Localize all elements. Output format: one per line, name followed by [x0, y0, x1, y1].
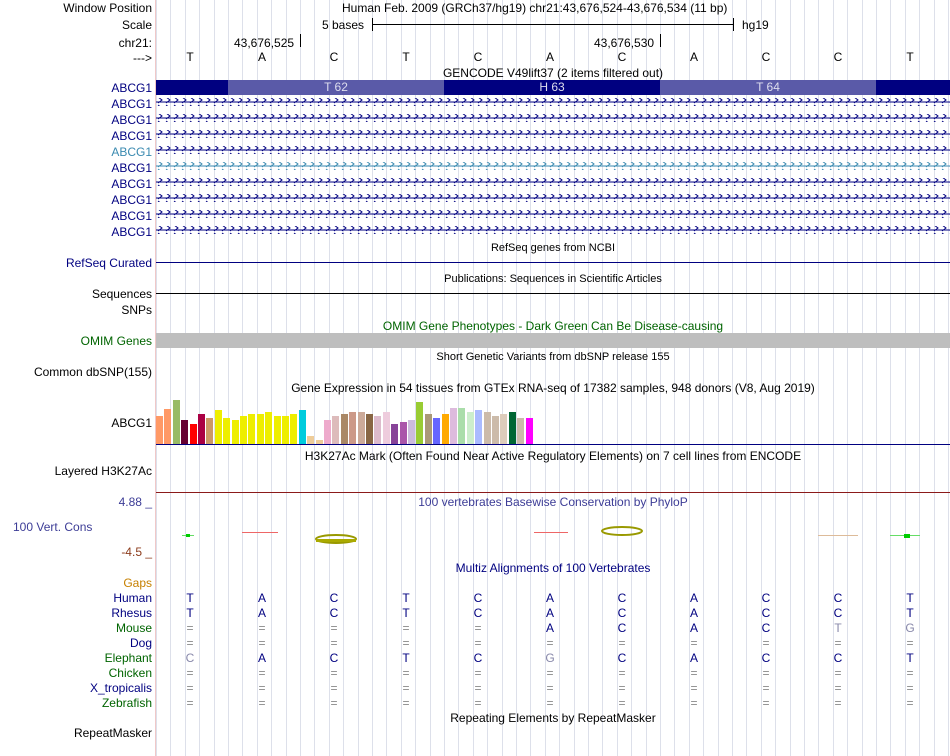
- alignment-base: =: [834, 636, 842, 650]
- alignment-base: C: [617, 621, 627, 635]
- alignment-base: C: [617, 651, 627, 665]
- alignment-base: =: [906, 666, 914, 680]
- scale-bar-right-tick: [733, 18, 734, 31]
- reference-base: T: [186, 50, 194, 64]
- phylop-track-title: 100 vertebrates Basewise Conservation by PhyloP: [418, 495, 688, 509]
- species-label-xtropicalis[interactable]: X_tropicalis: [89, 681, 152, 695]
- exon-label: T 62: [324, 80, 348, 94]
- gene-label[interactable]: ABCG1: [111, 113, 152, 127]
- alignment-base: =: [906, 636, 914, 650]
- gtex-baseline: [156, 444, 950, 445]
- alignment-base: =: [330, 681, 338, 695]
- gencode-track-title: GENCODE V49lift37 (2 items filtered out): [442, 66, 664, 80]
- gtex-tissue-bar[interactable]: [257, 414, 264, 444]
- alignment-base: =: [618, 666, 626, 680]
- alignment-base: =: [690, 636, 698, 650]
- scale-bar: [372, 24, 733, 25]
- alignment-base: A: [257, 606, 266, 620]
- gtex-tissue-bar[interactable]: [391, 424, 398, 444]
- reference-base: A: [689, 50, 698, 64]
- alignment-base: =: [258, 681, 266, 695]
- repeatmasker-track-title: Repeating Elements by RepeatMasker: [450, 711, 656, 725]
- alignment-base: =: [906, 681, 914, 695]
- alignment-base: =: [186, 681, 194, 695]
- track-labels: [0, 0, 156, 756]
- gtex-gene-label[interactable]: ABCG1: [111, 416, 152, 430]
- coordinate-tick-1: [300, 34, 301, 47]
- gtex-tissue-bar[interactable]: [164, 409, 171, 444]
- gtex-tissue-bar[interactable]: [517, 418, 524, 444]
- alignment-base: C: [833, 606, 843, 620]
- species-label-elephant[interactable]: Elephant: [104, 651, 152, 665]
- alignment-base: C: [185, 651, 195, 665]
- alignment-base: =: [186, 621, 194, 635]
- species-label-human[interactable]: Human: [113, 591, 152, 605]
- gaps-label[interactable]: Gaps: [123, 576, 152, 590]
- alignment-base: T: [186, 591, 194, 605]
- alignment-base: =: [546, 636, 554, 650]
- gtex-tissue-bar[interactable]: [450, 408, 457, 444]
- alignment-base: A: [545, 621, 554, 635]
- coordinate-tick-2: [660, 34, 661, 47]
- h3k27ac-track-title: H3K27Ac Mark (Often Found Near Active Regulatory Elements) on 7 cell lines from ENCODE: [304, 449, 802, 463]
- alignment-base: C: [617, 606, 627, 620]
- alignment-base: T: [906, 591, 914, 605]
- alignment-base: A: [689, 621, 698, 635]
- scale-bar-left-tick: [372, 18, 373, 31]
- gtex-tissue-bar[interactable]: [232, 420, 239, 444]
- alignment-base: =: [258, 636, 266, 650]
- alignment-base: A: [257, 591, 266, 605]
- alignment-base: T: [186, 606, 194, 620]
- intron-lines[interactable]: [156, 96, 950, 240]
- h3k27ac-label[interactable]: Layered H3K27Ac: [54, 464, 152, 478]
- alignment-base: =: [186, 666, 194, 680]
- gene-label[interactable]: ABCG1: [111, 145, 152, 159]
- publications-track-title: Publications: Sequences in Scientific Articles: [444, 273, 662, 285]
- chromosome-label: chr21:: [118, 36, 152, 50]
- alignment-base: =: [474, 696, 482, 710]
- gene-label[interactable]: ABCG1: [111, 81, 152, 95]
- alignment-base: T: [834, 621, 842, 635]
- alignment-base: C: [761, 651, 771, 665]
- alignment-base: =: [906, 696, 914, 710]
- gtex-tissue-bar[interactable]: [190, 424, 197, 444]
- phylop-min-label: -4.5 _: [121, 545, 152, 559]
- alignment-base: =: [690, 681, 698, 695]
- gtex-tissue-bar[interactable]: [274, 416, 281, 444]
- alignment-base: =: [762, 681, 770, 695]
- alignment-base: =: [258, 621, 266, 635]
- gtex-tissue-bar[interactable]: [299, 410, 306, 444]
- gtex-tissue-bar[interactable]: [408, 420, 415, 444]
- alignment-base: =: [834, 696, 842, 710]
- alignment-base: =: [834, 666, 842, 680]
- track-image[interactable]: [156, 0, 950, 756]
- alignment-base: =: [402, 636, 410, 650]
- alignment-base: =: [762, 666, 770, 680]
- gtex-tissue-bar[interactable]: [425, 414, 432, 444]
- reference-base: C: [329, 50, 339, 64]
- alignment-base: A: [689, 651, 698, 665]
- alignment-base: C: [473, 591, 483, 605]
- species-label-zebrafish[interactable]: Zebrafish: [101, 696, 152, 710]
- alignment-base: =: [186, 696, 194, 710]
- gtex-tissue-bar[interactable]: [366, 414, 373, 444]
- alignment-base: =: [330, 636, 338, 650]
- alignment-base: C: [329, 591, 339, 605]
- gtex-tissue-bar[interactable]: [500, 414, 507, 444]
- repeatmasker-label[interactable]: RepeatMasker: [73, 726, 152, 740]
- gene-label[interactable]: ABCG1: [111, 225, 152, 239]
- alignment-base: =: [762, 696, 770, 710]
- reference-base: C: [833, 50, 843, 64]
- gtex-tissue-bar[interactable]: [458, 408, 465, 444]
- alignment-base: T: [906, 606, 914, 620]
- alignment-base: C: [617, 591, 627, 605]
- snps-label[interactable]: SNPs: [121, 303, 152, 317]
- dbsnp-label[interactable]: Common dbSNP(155): [33, 365, 152, 379]
- scale-label: Scale: [121, 18, 152, 32]
- refseq-label[interactable]: RefSeq Curated: [65, 256, 152, 270]
- alignment-base: =: [618, 636, 626, 650]
- refseq-track-title: RefSeq genes from NCBI: [490, 242, 616, 254]
- alignment-base: =: [330, 696, 338, 710]
- alignment-base: C: [761, 606, 771, 620]
- alignment-base: A: [545, 591, 554, 605]
- phylop-signal[interactable]: [156, 525, 950, 550]
- alignment-base: =: [402, 666, 410, 680]
- gtex-tissue-bar[interactable]: [282, 416, 289, 444]
- gtex-tissue-bar[interactable]: [492, 416, 499, 444]
- phylop-track-label[interactable]: 100 Vert. Cons: [13, 520, 93, 534]
- gtex-tissue-bar[interactable]: [181, 420, 188, 444]
- gtex-tissue-bar[interactable]: [400, 422, 407, 444]
- gtex-tissue-bar[interactable]: [442, 414, 449, 444]
- exon-block-t62[interactable]: [228, 80, 444, 95]
- gtex-tissue-bar[interactable]: [349, 412, 356, 444]
- omim-gene-bar[interactable]: [156, 333, 950, 348]
- alignment-base: =: [762, 636, 770, 650]
- alignment-base: A: [689, 606, 698, 620]
- reference-base: T: [402, 50, 410, 64]
- scale-bar-label: 5 bases: [322, 18, 365, 32]
- alignment-base: C: [761, 591, 771, 605]
- alignment-base: =: [474, 681, 482, 695]
- omim-track-title: OMIM Gene Phenotypes - Dark Green Can Be Disease-causing: [382, 319, 724, 333]
- gtex-tissue-bar[interactable]: [223, 418, 230, 444]
- alignment-base: C: [473, 651, 483, 665]
- gtex-tissue-bar[interactable]: [332, 416, 339, 444]
- alignment-base: =: [330, 621, 338, 635]
- alignment-base: G: [905, 621, 915, 635]
- exon-block-h63[interactable]: [444, 80, 660, 95]
- exon-label: T 64: [756, 80, 780, 94]
- species-label-mouse[interactable]: Mouse: [115, 621, 152, 635]
- alignment-base: =: [258, 696, 266, 710]
- gene-label[interactable]: ABCG1: [111, 177, 152, 191]
- window-position-label: Window Position: [63, 1, 152, 15]
- refseq-line[interactable]: [156, 262, 950, 263]
- alignment-base: A: [257, 651, 266, 665]
- alignment-base: =: [330, 666, 338, 680]
- species-label-dog[interactable]: Dog: [129, 636, 152, 650]
- alignment-base: =: [474, 636, 482, 650]
- alignment-base: =: [402, 696, 410, 710]
- alignment-base: =: [474, 621, 482, 635]
- gtex-tissue-bar[interactable]: [383, 412, 390, 444]
- reference-base: C: [761, 50, 771, 64]
- gene-label[interactable]: ABCG1: [111, 161, 152, 175]
- multiz-track-title: Multiz Alignments of 100 Vertebrates: [455, 561, 651, 575]
- alignment-base: A: [689, 591, 698, 605]
- gtex-tissue-bar[interactable]: [475, 410, 482, 444]
- gtex-bar-chart[interactable]: [156, 394, 556, 444]
- alignment-base: =: [546, 696, 554, 710]
- exon-block-t64[interactable]: [660, 80, 876, 95]
- alignment-base: T: [402, 606, 410, 620]
- alignment-base: G: [545, 651, 555, 665]
- gtex-tissue-bar[interactable]: [265, 412, 272, 444]
- gtex-tissue-bar[interactable]: [173, 400, 180, 444]
- gtex-tissue-bar[interactable]: [206, 418, 213, 444]
- alignment-base: =: [186, 636, 194, 650]
- gtex-tissue-bar[interactable]: [526, 418, 533, 444]
- gtex-tissue-bar[interactable]: [198, 414, 205, 444]
- reference-base: C: [617, 50, 627, 64]
- gene-label[interactable]: ABCG1: [111, 193, 152, 207]
- alignment-base: =: [402, 621, 410, 635]
- omim-label[interactable]: OMIM Genes: [80, 334, 152, 348]
- gtex-tissue-bar[interactable]: [156, 416, 163, 444]
- species-label-chicken[interactable]: Chicken: [108, 666, 152, 680]
- alignment-base: C: [833, 651, 843, 665]
- alignment-base: T: [402, 651, 410, 665]
- alignment-base: T: [906, 651, 914, 665]
- gene-label[interactable]: ABCG1: [111, 209, 152, 223]
- alignment-base: =: [546, 666, 554, 680]
- sequences-label[interactable]: Sequences: [91, 287, 152, 301]
- h3k27ac-baseline[interactable]: [156, 492, 950, 493]
- gtex-tissue-bar[interactable]: [324, 420, 331, 444]
- gene-label[interactable]: ABCG1: [111, 97, 152, 111]
- gtex-tissue-bar[interactable]: [433, 418, 440, 444]
- alignment-base: A: [545, 606, 554, 620]
- gtex-tissue-bar[interactable]: [467, 412, 474, 444]
- alignment-base: C: [761, 621, 771, 635]
- gtex-tissue-bar[interactable]: [509, 412, 516, 444]
- alignment-base: =: [690, 666, 698, 680]
- gtex-tissue-bar[interactable]: [248, 414, 255, 444]
- alignment-base: =: [618, 681, 626, 695]
- alignment-base: =: [474, 666, 482, 680]
- reference-base: C: [473, 50, 483, 64]
- gtex-tissue-bar[interactable]: [341, 414, 348, 444]
- gtex-tissue-bar[interactable]: [374, 416, 381, 444]
- gene-label[interactable]: ABCG1: [111, 129, 152, 143]
- coordinate-label-1: 43,676,525: [234, 36, 295, 50]
- alignment-base: =: [618, 696, 626, 710]
- gtex-tissue-bar[interactable]: [240, 416, 247, 444]
- alignment-base: =: [834, 681, 842, 695]
- alignment-base: C: [329, 606, 339, 620]
- alignment-base: C: [329, 651, 339, 665]
- alignment-base: =: [258, 666, 266, 680]
- phylop-max-label: 4.88 _: [118, 495, 152, 509]
- alignment-base: T: [402, 591, 410, 605]
- reference-base: A: [545, 50, 554, 64]
- transcript-row: [156, 98, 950, 234]
- alignment-base: C: [833, 591, 843, 605]
- dbsnp-track-title: Short Genetic Variants from dbSNP release 155: [436, 351, 670, 363]
- alignment-base: =: [690, 696, 698, 710]
- sequences-line[interactable]: [156, 293, 950, 294]
- reference-base: A: [257, 50, 266, 64]
- gtex-tissue-bar[interactable]: [215, 410, 222, 444]
- assembly-label: hg19: [742, 18, 769, 32]
- gtex-tissue-bar[interactable]: [416, 402, 423, 444]
- reference-base: T: [906, 50, 914, 64]
- gtex-tissue-bar[interactable]: [358, 412, 365, 444]
- coordinate-label-2: 43,676,530: [594, 36, 655, 50]
- gtex-tissue-bar[interactable]: [290, 414, 297, 444]
- window-position-text: Human Feb. 2009 (GRCh37/hg19) chr21:43,676,524-43,676,534 (11 bp): [342, 1, 728, 15]
- exon-label: H 63: [539, 80, 565, 94]
- gtex-track-title: Gene Expression in 54 tissues from GTEx RNA-seq of 17382 samples, 948 donors (V8, Aug 2019): [291, 381, 815, 395]
- alignment-base: =: [402, 681, 410, 695]
- alignment-base: C: [473, 606, 483, 620]
- gtex-tissue-bar[interactable]: [307, 436, 314, 444]
- gtex-tissue-bar[interactable]: [484, 412, 491, 444]
- strand-arrow-label: --->: [133, 51, 152, 65]
- species-label-rhesus[interactable]: Rhesus: [111, 606, 152, 620]
- alignment-base: =: [546, 681, 554, 695]
